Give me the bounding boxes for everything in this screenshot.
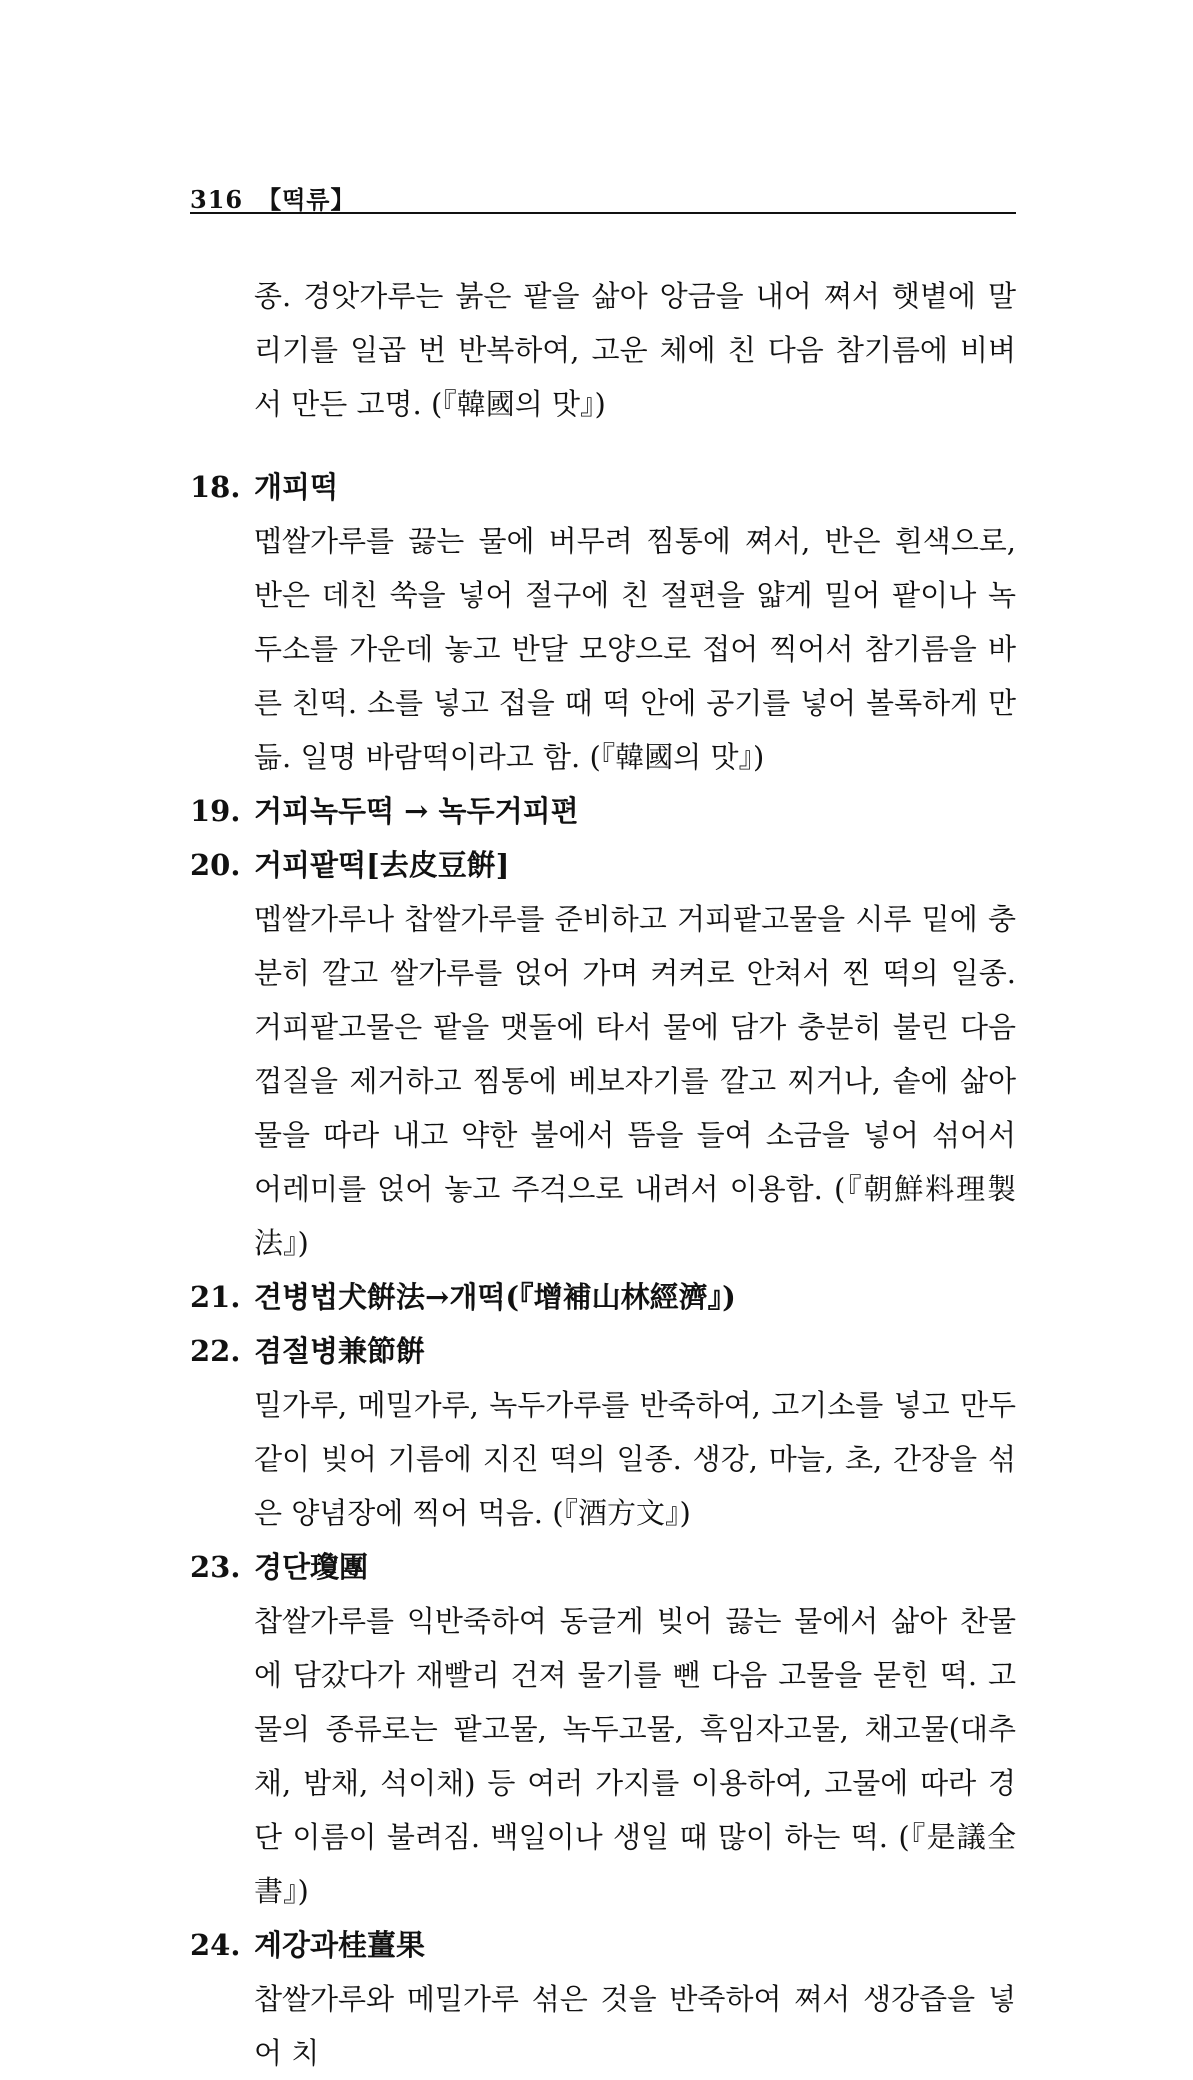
section-title: 【떡류】 [257, 185, 356, 214]
entry-21 [190, 1270, 1016, 1324]
entry-number: 18. [190, 470, 241, 504]
entry-heading [190, 1324, 1016, 1378]
entry-heading [190, 838, 1016, 892]
entry-title: 거피녹두떡 → 녹두거피편 [254, 794, 579, 828]
entry-number: 19. [190, 794, 241, 828]
entry-body: 멥쌀가루를 끓는 물에 버무려 찜통에 쪄서, 반은 흰색으로, 반은 데친 쑥을 넣어 절구에 친 절편을 얇게 밀어 팥이나 녹두소를 가운데 놓고 반달 모양으로 접어 찍어서 참기름을 바른 친떡. 소를 넣고 접을 때 떡 안에 공기를 넣어 볼록하게 만듦. 일명 바람떡이라고 함. (『韓國의 맛』) [254, 524, 1016, 774]
entry-number: 20. [190, 848, 241, 882]
entry-23 [190, 1540, 1016, 1918]
page-header [190, 180, 1016, 215]
entry-body: 찹쌀가루와 메밀가루 섞은 것을 반죽하여 쪄서 생강즙을 넣어 치 [254, 1982, 1016, 2070]
page-number: 316 [190, 185, 244, 214]
entry-heading [190, 784, 1016, 838]
entry-title: 경단瓊團 [254, 1550, 369, 1584]
entry-number: 22. [190, 1334, 241, 1368]
entry-20 [190, 838, 1016, 1270]
entry-number: 23. [190, 1550, 241, 1584]
page-content [190, 240, 1016, 2080]
entry-title: 개피떡 [254, 470, 339, 504]
entry-heading [190, 460, 1016, 514]
entry-number: 21. [190, 1280, 241, 1314]
header-rule [190, 212, 1016, 214]
entry-body: 멥쌀가루나 찹쌀가루를 준비하고 거피팥고물을 시루 밑에 충분히 깔고 쌀가루를 얹어 가며 켜켜로 안쳐서 찐 떡의 일종. 거피팥고물은 팥을 맷돌에 타서 물에 담가 충분히 불린 다음 껍질을 제거하고 찜통에 베보자기를 깔고 찌거나, 솥에 삶아 물을 따라 내고 약한 불에서 뜸을 들여 소금을 넣어 섞어서 어레미를 얹어 놓고 주걱으로 내려서 이용함. (『朝鮮料理製法』) [254, 902, 1016, 1260]
entry-body: 밀가루, 메밀가루, 녹두가루를 반죽하여, 고기소를 넣고 만두같이 빚어 기름에 지진 떡의 일종. 생강, 마늘, 초, 간장을 섞은 양념장에 찍어 먹음. (『酒方文』) [254, 1388, 1016, 1530]
entry-heading [190, 1270, 1016, 1324]
entry-title: 견병법犬餠法→개떡(『增補山林經濟』) [254, 1280, 736, 1314]
entry-24 [190, 1918, 1016, 2080]
entry-22 [190, 1324, 1016, 1540]
entry-title: 거피팥떡[去皮豆餠] [254, 848, 510, 882]
entry-heading [190, 1540, 1016, 1594]
entry-title: 계강과桂薑果 [254, 1928, 426, 1962]
entry-19 [190, 784, 1016, 838]
entry-18 [190, 460, 1016, 784]
continuation-text: 종. 경앗가루는 붉은 팥을 삶아 앙금을 내어 쪄서 햇볕에 말리기를 일곱 번 반복하여, 고운 체에 친 다음 참기름에 비벼서 만든 고명. (『韓國의 맛』) [254, 279, 1016, 421]
entry-title: 겸절병兼節餠 [254, 1334, 426, 1368]
entry-heading [190, 1918, 1016, 1972]
entry-body: 찹쌀가루를 익반죽하여 동글게 빚어 끓는 물에서 삶아 찬물에 담갔다가 재빨리 건져 물기를 뺀 다음 고물을 묻힌 떡. 고물의 종류로는 팥고물, 녹두고물, 흑임자고물, 채고물(대추채, 밤채, 석이채) 등 여러 가지를 이용하여, 고물에 따라 경단 이름이 불려짐. 백일이나 생일 때 많이 하는 떡. (『是議全書』) [254, 1604, 1016, 1908]
entry-number: 24. [190, 1928, 241, 1962]
